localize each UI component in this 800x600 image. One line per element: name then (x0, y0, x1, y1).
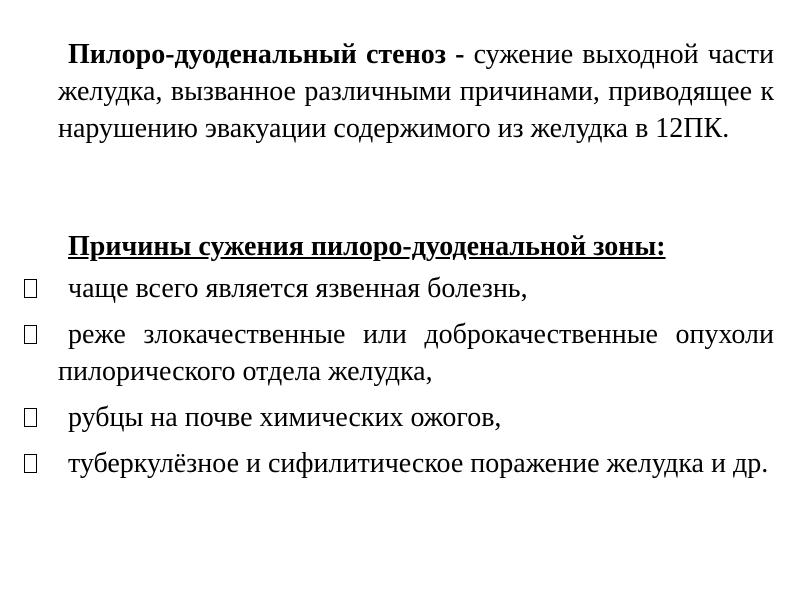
empty-square-icon (24, 408, 37, 427)
list-item (0, 445, 774, 482)
definition-term: Пилоро-дуоденальный стеноз - (68, 39, 465, 70)
list-item (0, 270, 774, 307)
definition-paragraph (58, 36, 774, 147)
empty-square-icon (24, 454, 37, 473)
list-item (0, 399, 774, 436)
definition-text: сужение выходной части желудка, вызванное различными причинами, приводящее к нарушению эвакуации содержимого из желудка в 12ПК. (58, 39, 774, 144)
empty-square-icon (24, 279, 37, 298)
cause-text: реже злокачественные или доброкачественные опухоли пилорического отдела желудка, (58, 319, 774, 387)
empty-square-icon (24, 325, 37, 344)
causes-heading: Причины сужения пилоро-дуоденальной зоны: (68, 231, 666, 262)
list-item (0, 316, 774, 390)
cause-text: чаще всего является язвенная болезнь, (68, 273, 528, 304)
cause-text: туберкулёзное и сифилитическое поражение желудка и др. (68, 448, 769, 479)
causes-list (0, 270, 800, 491)
cause-text: рубцы на почве химических ожогов, (68, 402, 502, 433)
